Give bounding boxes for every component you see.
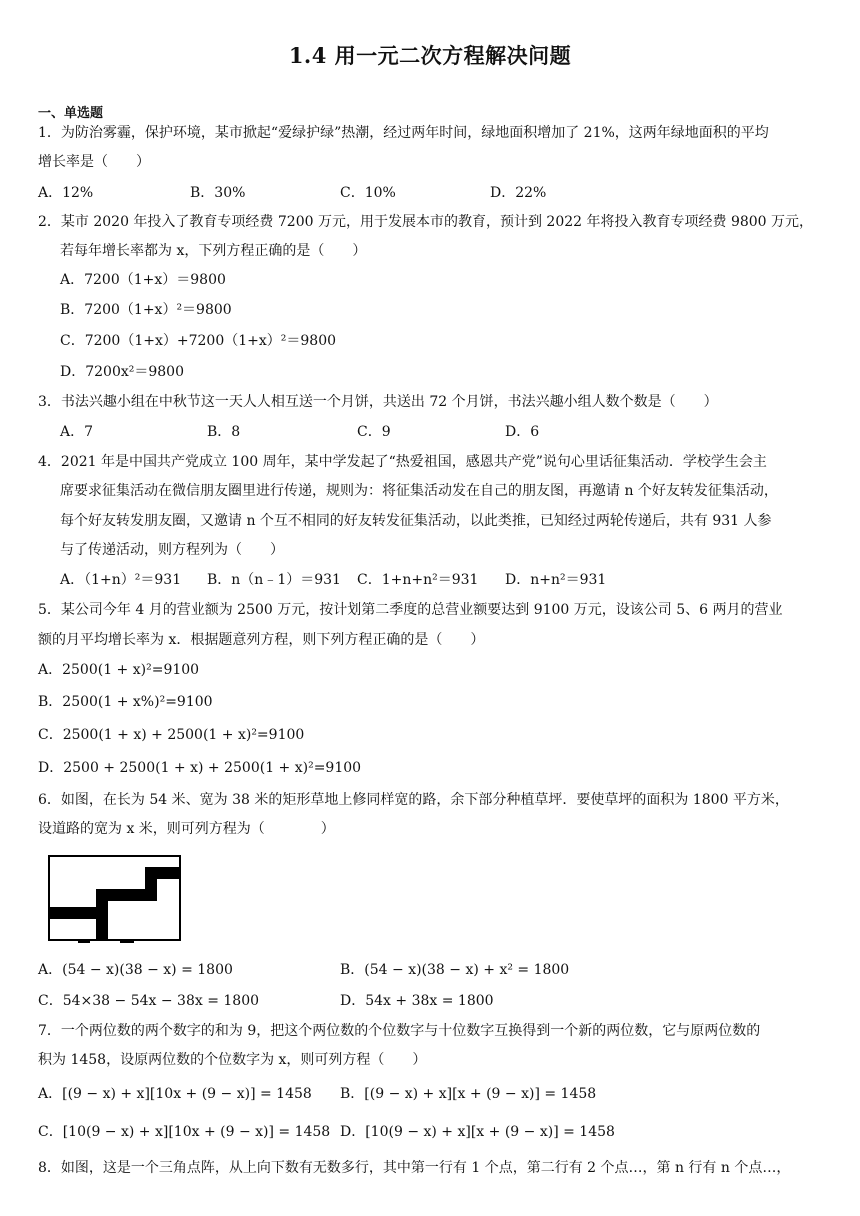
question-4-line-1: 4．2021 年是中国共产党成立 100 周年，某中学发起了“热爱祖国，感恩共产党”说句心里话征集活动．学校学生会主 <box>38 454 767 470</box>
question-3-option-b[interactable]: B．8 <box>207 424 241 440</box>
question-4-option-b[interactable]: B．n（n﹣1）＝931 <box>207 572 341 588</box>
question-4-line-3: 每个好友转发朋友圈，又邀请 n 个互不相同的好友转发征集活动，以此类推，已知经过两轮传递后，共有 931 人参 <box>60 513 772 529</box>
question-2-option-d[interactable]: D．7200x²＝9800 <box>60 364 184 380</box>
question-4-option-d[interactable]: D．n+n²＝931 <box>505 572 607 588</box>
question-3-line-1: 3．书法兴趣小组在中秋节这一天人人相互送一个月饼，共送出 72 个月饼，书法兴趣小组人数个数是（ ） <box>38 394 718 410</box>
question-3-option-c[interactable]: C．9 <box>357 424 391 440</box>
road-diagram <box>48 855 183 945</box>
question-5-option-c[interactable]: C．2500(1 + x) + 2500(1 + x)²=9100 <box>38 727 305 743</box>
question-7-option-c[interactable]: C．[10(9 − x) + x][10x + (9 − x)] = 1458 <box>38 1124 331 1140</box>
question-1-option-c[interactable]: C．10% <box>340 185 396 201</box>
question-7-option-b[interactable]: B．[(9 − x) + x][x + (9 − x)] = 1458 <box>340 1086 597 1102</box>
section-heading: 一、单选题 <box>38 106 104 121</box>
question-7-option-a[interactable]: A．[(9 − x) + x][10x + (9 − x)] = 1458 <box>38 1086 312 1102</box>
question-6-line-1: 6．如图，在长为 54 米、宽为 38 米的矩形草地上修同样宽的路，余下部分种植草坪．要使草坪的面积为 1800 平方米， <box>38 792 789 808</box>
question-5-line-2: 额的月平均增长率为 x．根据题意列方程，则下列方程正确的是（ ） <box>38 632 485 648</box>
question-1-option-a[interactable]: A．12% <box>38 185 94 201</box>
question-4-option-c[interactable]: C．1+n+n²＝931 <box>357 572 479 588</box>
question-6-option-c[interactable]: C．54×38 − 54x − 38x = 1800 <box>38 993 260 1009</box>
question-8-line-1: 8．如图，这是一个三角点阵，从上向下数有无数多行，其中第一行有 1 个点，第二行有 2 个点…，第 n 行有 n 个点…， <box>38 1160 791 1176</box>
question-6-option-d[interactable]: D．54x + 38x = 1800 <box>340 993 494 1009</box>
question-5-option-a[interactable]: A．2500(1 + x)²=9100 <box>38 662 200 678</box>
question-2-line-2: 若每年增长率都为 x，下列方程正确的是（ ） <box>60 243 367 259</box>
question-5-option-d[interactable]: D．2500 + 2500(1 + x) + 2500(1 + x)²=9100 <box>38 760 362 776</box>
question-6-line-2: 设道路的宽为 x 米，则可列方程为（ ） <box>38 821 335 837</box>
question-4-option-a[interactable]: A．（1+n）²＝931 <box>60 572 182 588</box>
question-2-option-a[interactable]: A．7200（1+x）＝9800 <box>60 272 226 288</box>
question-3-option-d[interactable]: D．6 <box>505 424 540 440</box>
question-7-option-d[interactable]: D．[10(9 − x) + x][x + (9 − x)] = 1458 <box>340 1124 615 1140</box>
question-1-option-b[interactable]: B．30% <box>190 185 246 201</box>
question-3-option-a[interactable]: A．7 <box>60 424 94 440</box>
diagram-mark-left <box>78 941 90 943</box>
question-1-line-1: 1．为防治雾霾，保护环境，某市掀起“爱绿护绿”热潮，经过两年时间，绿地面积增加了 21%，这两年绿地面积的平均 <box>38 125 769 141</box>
question-1-option-d[interactable]: D．22% <box>490 185 547 201</box>
question-7-line-1: 7．一个两位数的两个数字的和为 9，把这个两位数的个位数字与十位数字互换得到一个新的两位数，它与原两位数的 <box>38 1023 761 1039</box>
question-4-line-4: 与了传递活动，则方程列为（ ） <box>60 542 284 558</box>
question-2-line-1: 2．某市 2020 年投入了教育专项经费 7200 万元，用于发展本市的教育，预计到 2022 年将投入教育专项经费 9800 万元， <box>38 214 814 230</box>
question-5-option-b[interactable]: B．2500(1 + x%)²=9100 <box>38 694 213 710</box>
question-2-option-b[interactable]: B．7200（1+x）²＝9800 <box>60 302 232 318</box>
question-7-line-2: 积为 1458，设原两位数的个位数字为 x，则可列方程（ ） <box>38 1052 427 1068</box>
question-1-line-2: 增长率是（ ） <box>38 154 150 170</box>
page-title: 1.4 用一元二次方程解决问题 <box>288 43 572 68</box>
question-6-option-a[interactable]: A．(54 − x)(38 − x) = 1800 <box>38 962 233 978</box>
question-5-line-1: 5．某公司今年 4 月的营业额为 2500 万元，按计划第二季度的总营业额要达到 9100 万元，设该公司 5、6 两月的营业 <box>38 602 783 618</box>
question-2-option-c[interactable]: C．7200（1+x）+7200（1+x）²＝9800 <box>60 333 337 349</box>
question-4-line-2: 席要求征集活动在微信朋友圈里进行传递，规则为：将征集活动发在自己的朋友图，再邀请 n 个好友转发征集活动， <box>60 483 778 499</box>
question-6-option-b[interactable]: B．(54 − x)(38 − x) + x² = 1800 <box>340 962 570 978</box>
diagram-mark-right <box>120 941 134 943</box>
